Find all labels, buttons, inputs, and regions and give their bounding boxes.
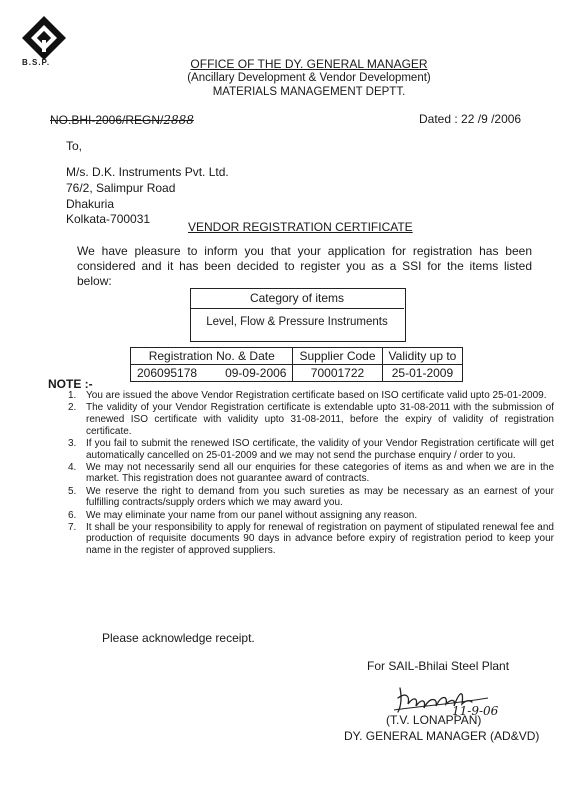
reference-handwritten: 2888 (163, 113, 194, 127)
note-number: 3. (68, 437, 77, 449)
dated-value: 22 /9 /2006 (461, 112, 522, 126)
table-row (131, 365, 463, 382)
note-text: We reserve the right to demand from you such sureties as may be necessary as an earnest of your fulfilling contracts/supply orders which we may award you. (86, 485, 554, 509)
validity-date: 25-01-2009 (382, 365, 463, 382)
supplier-code: 70001722 (293, 365, 382, 382)
recipient-locality: Dhakuria (66, 197, 115, 211)
note-number: 2. (68, 402, 77, 414)
logo-caption: B.S.P. (22, 58, 51, 67)
note-number: 5. (68, 485, 77, 497)
office-heading: OFFICE OF THE DY. GENERAL MANAGER (190, 57, 428, 71)
registration-table (130, 347, 463, 382)
reference-number (50, 113, 194, 127)
notes-list (68, 390, 554, 557)
note-item (68, 510, 554, 522)
division-heading: (Ancillary Development & Vendor Development) (187, 72, 431, 84)
note-text: The validity of your Vendor Registration certificate is extendable upto 31-08-2011 with the submission of renewed ISO certificate with validity upto 31-08-2011, before the expiry of validity of registration certificate. (86, 402, 554, 437)
note-item (68, 462, 554, 485)
note-number: 7. (68, 521, 77, 533)
note-item (68, 486, 554, 509)
note-number: 4. (68, 461, 77, 473)
acknowledge-line: Please acknowledge receipt. (102, 631, 255, 645)
signature-date: 11-9-06 (452, 704, 499, 718)
note-text: We may eliminate your name from our panel without assigning any reason. (86, 509, 418, 521)
intro-paragraph: We have pleasure to inform you that your application for registration has been considered and it has been decided to register you as a SSI for the items listed below: (77, 244, 532, 288)
note-text: You are issued the above Vendor Registration certificate based on ISO certificate valid upto 25-01-2009. (86, 390, 547, 401)
recipient-company: M/s. D.K. Instruments Pvt. Ltd. (66, 165, 229, 179)
note-item (68, 522, 554, 557)
reference-printed: NO.BHI-2006/REGN/ (50, 113, 164, 127)
signatory-designation: DY. GENERAL MANAGER (AD&VD) (344, 729, 540, 743)
dated-label: Dated : (419, 112, 458, 126)
department-heading: MATERIALS MANAGEMENT DEPTT. (212, 86, 406, 98)
col-registration: Registration No. & Date (131, 348, 293, 365)
table-header-row (131, 348, 463, 365)
note-item (68, 390, 554, 402)
for-line: For SAIL-Bhilai Steel Plant (367, 659, 510, 673)
category-value: Level, Flow & Pressure Instruments (206, 316, 388, 328)
certificate-title: VENDOR REGISTRATION CERTIFICATE (188, 220, 413, 234)
note-heading: NOTE :- (48, 377, 93, 391)
note-item (68, 402, 554, 437)
registration-date: 09-09-2006 (219, 365, 293, 382)
col-supplier-code: Supplier Code (293, 348, 382, 365)
recipient-street: 76/2, Salimpur Road (66, 181, 176, 195)
registration-number: 206095178 (131, 365, 220, 382)
note-number: 6. (68, 509, 77, 521)
note-text: It shall be your responsibility to apply for renewal of registration on payment of stipulated renewal fee and production of requisite documents 90 days in advance before expiry of registration period to keep your name in the register of approved suppliers. (86, 521, 554, 557)
col-validity: Validity up to (382, 348, 463, 365)
signatory-name: (T.V. LONAPPAN) (386, 713, 482, 727)
date-line (419, 112, 521, 126)
note-item (68, 438, 554, 461)
note-text: We may not necessarily send all our enquiries for these categories of items as and when we are in the market. This registration does not guarantee award of contracts. (86, 461, 554, 485)
recipient-city: Kolkata-700031 (66, 212, 151, 226)
note-number: 1. (68, 390, 77, 401)
note-text: If you fail to submit the renewed ISO certificate, the validity of your Vendor Registration certificate will get automatically cancelled on 25-01-2009 and we may not send the purchase enquiry / order to you. (86, 437, 554, 461)
category-header: Category of items (190, 288, 404, 309)
salutation: To, (66, 139, 83, 153)
